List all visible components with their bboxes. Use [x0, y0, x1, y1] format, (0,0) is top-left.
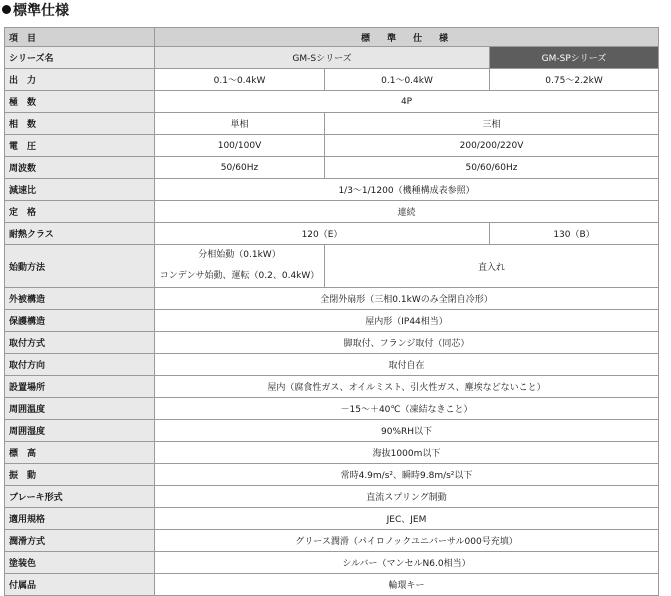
table-row: [5, 332, 659, 354]
table-row: [5, 223, 659, 245]
row-label: 外被構造: [5, 288, 155, 310]
row-label: 振 動: [5, 464, 155, 486]
row-label: 保護構造: [5, 310, 155, 332]
row-label: 出 力: [5, 69, 155, 91]
cell: グリース潤滑（パイロノックユニバーサル000号充填）: [155, 530, 659, 552]
cell: 100/100V: [155, 135, 325, 157]
row-label: 減速比: [5, 179, 155, 201]
cell: 連続: [155, 201, 659, 223]
cell: 0.1～0.4kW: [155, 69, 325, 91]
header-spec: 標 準 仕 様: [155, 28, 659, 47]
row-label: 塗装色: [5, 552, 155, 574]
row-label: 相 数: [5, 113, 155, 135]
bullet-icon: [2, 5, 11, 14]
row-label: 定 格: [5, 201, 155, 223]
title-text: 標準仕様: [13, 3, 69, 19]
row-label: 周波数: [5, 157, 155, 179]
cell: 単相: [155, 113, 325, 135]
table-row: [5, 113, 659, 135]
table-row: [5, 574, 659, 596]
series-gmsp: GM-SPシリーズ: [490, 47, 659, 69]
table-row: [5, 135, 659, 157]
cell: シルバー（マンセルN6.0相当）: [155, 552, 659, 574]
row-label: 適用規格: [5, 508, 155, 530]
cell: 120（E）: [155, 223, 490, 245]
series-gms: GM-Sシリーズ: [155, 47, 490, 69]
table-row: [5, 552, 659, 574]
row-label: シリーズ名: [5, 47, 155, 69]
row-label: 付属品: [5, 574, 155, 596]
row-label: 周囲湿度: [5, 420, 155, 442]
table-header-row: [5, 28, 659, 47]
table-row: [5, 310, 659, 332]
cell: 三相: [325, 113, 659, 135]
cell: 輪環キー: [155, 574, 659, 596]
table-row: [5, 201, 659, 223]
table-row: [5, 91, 659, 113]
row-label: 取付方向: [5, 354, 155, 376]
table-row: [5, 288, 659, 310]
cell: 1/3～1/1200（機種構成表参照）: [155, 179, 659, 201]
cell: 0.75～2.2kW: [490, 69, 659, 91]
cell: 屋内形（IP44相当）: [155, 310, 659, 332]
row-label: 取付方式: [5, 332, 155, 354]
cell: 4P: [155, 91, 659, 113]
table-row: [5, 245, 659, 288]
table-row: [5, 464, 659, 486]
spec-table: [4, 27, 659, 596]
cell: 50/60Hz: [155, 157, 325, 179]
table-row: [5, 47, 659, 69]
table-row: [5, 530, 659, 552]
row-label: 電 圧: [5, 135, 155, 157]
cell: 直流スプリング制動: [155, 486, 659, 508]
cell: 90%RH以下: [155, 420, 659, 442]
cell: JEC、JEM: [155, 508, 659, 530]
table-row: [5, 179, 659, 201]
cell: 全閉外扇形（三相0.1kWのみ全閉自冷形）: [155, 288, 659, 310]
cell-line: 分相始動（0.1kW）: [198, 250, 281, 260]
cell: 0.1～0.4kW: [325, 69, 490, 91]
row-label: 極 数: [5, 91, 155, 113]
table-row: [5, 354, 659, 376]
header-item: 項 目: [5, 28, 155, 47]
table-row: [5, 376, 659, 398]
cell: 直入れ: [325, 245, 659, 288]
table-row: [5, 508, 659, 530]
row-label: 周囲温度: [5, 398, 155, 420]
cell: 200/200/220V: [325, 135, 659, 157]
table-row: [5, 157, 659, 179]
cell: [155, 245, 325, 288]
cell: 常時4.9m/s²、瞬時9.8m/s²以下: [155, 464, 659, 486]
row-label: 潤滑方式: [5, 530, 155, 552]
row-label: ブレーキ形式: [5, 486, 155, 508]
cell: 海抜1000m以下: [155, 442, 659, 464]
cell: 50/60/60Hz: [325, 157, 659, 179]
row-label: 始動方法: [5, 245, 155, 288]
cell: －15～＋40℃（凍結なきこと）: [155, 398, 659, 420]
cell: 取付自在: [155, 354, 659, 376]
table-row: [5, 69, 659, 91]
page-title: [2, 1, 69, 21]
row-label: 設置場所: [5, 376, 155, 398]
cell-line: コンデンサ始動、運転（0.2、0.4kW）: [159, 271, 320, 281]
table-row: [5, 420, 659, 442]
table-row: [5, 486, 659, 508]
cell: 130（B）: [490, 223, 659, 245]
row-label: 耐熱クラス: [5, 223, 155, 245]
cell: 屋内（腐食性ガス、オイルミスト、引火性ガス、塵埃などないこと）: [155, 376, 659, 398]
cell: 脚取付、フランジ取付（同芯）: [155, 332, 659, 354]
row-label: 標 高: [5, 442, 155, 464]
table-row: [5, 442, 659, 464]
table-row: [5, 398, 659, 420]
